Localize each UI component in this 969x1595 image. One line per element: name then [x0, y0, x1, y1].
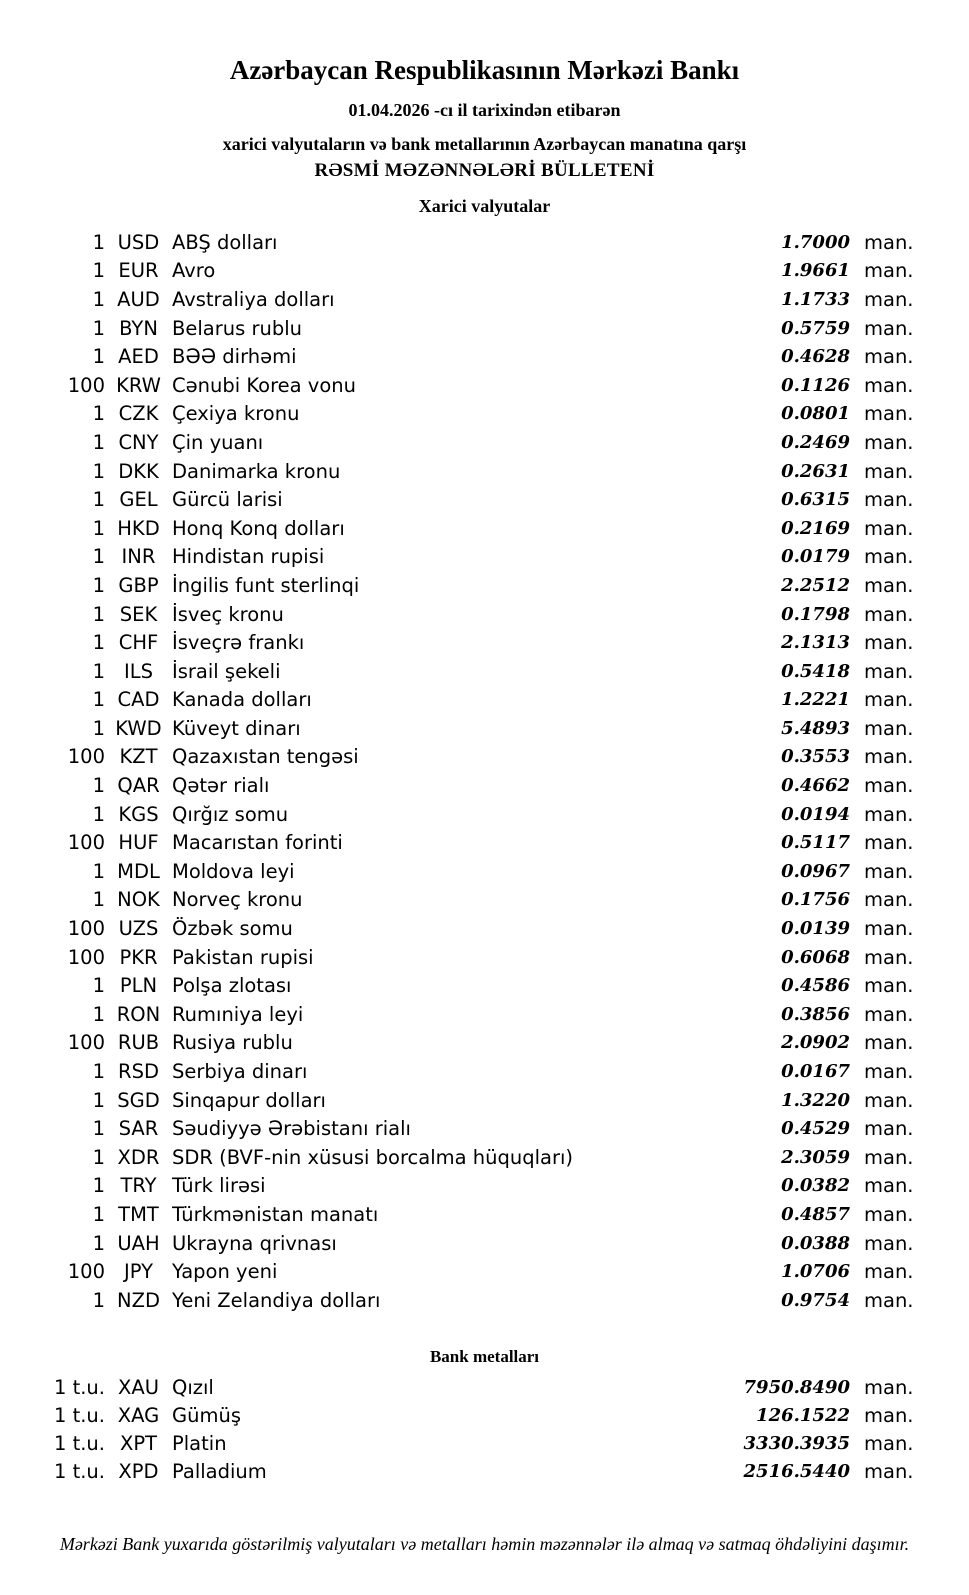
- quantity-value: 1: [92, 488, 105, 512]
- currency-name: Ukrayna qrivnası: [172, 1231, 337, 1255]
- unit-label: man.: [864, 1117, 914, 1141]
- currency-code: KGS: [118, 802, 159, 826]
- unit-label: man.: [864, 1288, 914, 1312]
- currency-code: SGD: [117, 1088, 160, 1112]
- quantity-value: 1: [92, 1060, 105, 1084]
- unit-label: man.: [864, 1202, 914, 1226]
- rate-value: 1.7000: [781, 231, 850, 253]
- quantity-value: 100: [67, 1260, 105, 1284]
- quantity-value: 100: [67, 1031, 105, 1055]
- currency-name: SDR (BVF-nin xüsusi borcalma hüquqları): [172, 1145, 574, 1169]
- currency-name: ABŞ dolları: [172, 230, 278, 254]
- rate-value: 0.2169: [781, 517, 850, 539]
- currency-code: INR: [121, 545, 156, 569]
- unit-label: man.: [864, 573, 914, 597]
- rate-row: [0, 1229, 969, 1258]
- rate-value: 2516.5440: [743, 1461, 850, 1483]
- rate-value: 1.1733: [781, 288, 850, 310]
- currency-name: Səudiyyə Ərəbistanı rialı: [172, 1117, 411, 1141]
- rate-row: [0, 1200, 969, 1229]
- currency-name: Belarus rublu: [172, 316, 303, 340]
- rate-row: [0, 1057, 969, 1086]
- quantity-value: 100: [67, 945, 105, 969]
- rate-row: [0, 1430, 969, 1458]
- currency-name: Qazaxıstan tengəsi: [172, 745, 359, 769]
- currency-name: Rumıniya leyi: [172, 1002, 304, 1026]
- currency-name: Qırğız somu: [172, 802, 289, 826]
- currency-name: Türk lirəsi: [172, 1174, 266, 1198]
- rate-row: [0, 886, 969, 915]
- rate-value: 7950.8490: [743, 1377, 850, 1399]
- currency-name: İngilis funt sterlinqi: [172, 573, 360, 597]
- unit-label: man.: [864, 1376, 914, 1400]
- unit-label: man.: [864, 430, 914, 454]
- quantity-value: 1: [92, 459, 105, 483]
- quantity-value: 100: [67, 745, 105, 769]
- currency-code: CNY: [118, 430, 159, 454]
- quantity-value: 100: [67, 831, 105, 855]
- rate-row: [0, 1172, 969, 1201]
- unit-label: man.: [864, 373, 914, 397]
- quantity-value: 1: [92, 1117, 105, 1141]
- currency-name: Türkmənistan manatı: [172, 1202, 379, 1226]
- unit-label: man.: [864, 745, 914, 769]
- unit-label: man.: [864, 831, 914, 855]
- currency-code: EUR: [118, 259, 159, 283]
- rate-row: [0, 514, 969, 543]
- rate-value: 3330.3935: [743, 1433, 850, 1455]
- rate-value: 0.0388: [781, 1232, 850, 1254]
- quantity-value: 100: [67, 373, 105, 397]
- unit-label: man.: [864, 259, 914, 283]
- subject-line: xarici valyutaların və bank metallarının Azərbaycan manatına qarşı: [222, 134, 747, 154]
- rate-row: [0, 228, 969, 257]
- quantity-value: 1: [92, 1145, 105, 1169]
- rate-value: 0.3856: [781, 1003, 850, 1025]
- quantity-value: 1: [92, 1002, 105, 1026]
- rate-row: [0, 628, 969, 657]
- rate-row: [0, 428, 969, 457]
- currency-code: KZT: [119, 745, 158, 769]
- rate-row: [0, 1114, 969, 1143]
- currency-code: NZD: [117, 1288, 160, 1312]
- currency-name: Moldova leyi: [172, 859, 295, 883]
- rate-row: [0, 257, 969, 286]
- currency-name: Qətər rialı: [172, 774, 270, 798]
- rate-row: [0, 457, 969, 486]
- quantity-value: 1: [92, 287, 105, 311]
- currency-code: JPY: [124, 1260, 153, 1284]
- rate-row: [0, 686, 969, 715]
- unit-label: man.: [864, 287, 914, 311]
- quantity-value: 1: [92, 859, 105, 883]
- currency-code: BYN: [119, 316, 158, 340]
- currency-code: PKR: [119, 945, 158, 969]
- rate-value: 0.0801: [781, 403, 850, 425]
- quantity-value: 1: [92, 659, 105, 683]
- rate-value: 0.0139: [781, 918, 850, 940]
- currency-name: Danimarka kronu: [172, 459, 341, 483]
- quantity-value: 1 t.u.: [53, 1376, 105, 1400]
- currency-name: Hindistan rupisi: [172, 545, 325, 569]
- quantity-value: 1: [92, 516, 105, 540]
- metals-table: [0, 1374, 969, 1486]
- rate-row: [0, 1458, 969, 1486]
- currency-name: Çin yuanı: [172, 430, 264, 454]
- currency-code: UZS: [118, 917, 159, 941]
- rate-value: 0.0382: [781, 1175, 850, 1197]
- rate-value: 0.2469: [781, 431, 850, 453]
- currency-code: TRY: [120, 1174, 157, 1198]
- currency-code: TMT: [118, 1202, 159, 1226]
- rate-row: [0, 914, 969, 943]
- currency-code: GBP: [118, 573, 159, 597]
- unit-label: man.: [864, 974, 914, 998]
- rate-value: 0.4857: [781, 1203, 850, 1225]
- currency-code: RUB: [117, 1031, 160, 1055]
- rate-value: 2.3059: [781, 1146, 850, 1168]
- rate-value: 0.0967: [781, 860, 850, 882]
- currency-name: Qızıl: [172, 1376, 214, 1400]
- rate-row: [0, 771, 969, 800]
- rate-value: 0.0179: [781, 546, 850, 568]
- unit-label: man.: [864, 659, 914, 683]
- rate-row: [0, 1402, 969, 1430]
- rate-value: 0.2631: [781, 460, 850, 482]
- currency-name: Pakistan rupisi: [172, 945, 314, 969]
- quantity-value: 1: [92, 602, 105, 626]
- unit-label: man.: [864, 888, 914, 912]
- currency-code: AUD: [117, 287, 160, 311]
- rate-row: [0, 828, 969, 857]
- currency-name: Palladium: [172, 1460, 267, 1484]
- currency-name: Avstraliya dolları: [172, 287, 335, 311]
- rate-row: [0, 971, 969, 1000]
- unit-label: man.: [864, 1145, 914, 1169]
- rate-value: 0.5759: [781, 317, 850, 339]
- rate-value: 5.4893: [781, 717, 850, 739]
- rate-row: [0, 1000, 969, 1029]
- currency-code: ILS: [124, 659, 153, 683]
- rate-value: 0.4628: [781, 346, 850, 368]
- rate-row: [0, 371, 969, 400]
- metals-section-title: Bank metalları: [429, 1346, 540, 1366]
- quantity-value: 1: [92, 631, 105, 655]
- quantity-value: 1 t.u.: [53, 1460, 105, 1484]
- rate-row: [0, 571, 969, 600]
- currency-name: Macarıstan forinti: [172, 831, 343, 855]
- rate-row: [0, 285, 969, 314]
- unit-label: man.: [864, 716, 914, 740]
- quantity-value: 1: [92, 259, 105, 283]
- currency-name: Cənubi Korea vonu: [172, 373, 356, 397]
- unit-label: man.: [864, 1174, 914, 1198]
- rate-row: [0, 400, 969, 429]
- rate-row: [0, 342, 969, 371]
- quantity-value: 1: [92, 345, 105, 369]
- unit-label: man.: [864, 1060, 914, 1084]
- rate-row: [0, 657, 969, 686]
- rate-value: 0.4586: [781, 975, 850, 997]
- currency-code: AED: [118, 345, 159, 369]
- currency-name: Honq Konq dolları: [172, 516, 345, 540]
- rate-value: 0.0167: [781, 1061, 850, 1083]
- unit-label: man.: [864, 1231, 914, 1255]
- quantity-value: 1: [92, 688, 105, 712]
- currency-code: GEL: [119, 488, 158, 512]
- unit-label: man.: [864, 545, 914, 569]
- unit-label: man.: [864, 774, 914, 798]
- currency-code: HKD: [117, 516, 160, 540]
- unit-label: man.: [864, 859, 914, 883]
- rate-value: 0.0194: [781, 803, 850, 825]
- rate-value: 0.4662: [781, 775, 850, 797]
- currency-name: Gürcü larisi: [172, 488, 283, 512]
- currency-name: Özbək somu: [172, 917, 293, 941]
- rate-row: [0, 1374, 969, 1402]
- currency-name: Çexiya kronu: [172, 402, 300, 426]
- quantity-value: 1: [92, 230, 105, 254]
- currency-code: RON: [116, 1002, 161, 1026]
- unit-label: man.: [864, 802, 914, 826]
- bulletin-header: [0, 0, 969, 184]
- quantity-value: 1: [92, 1231, 105, 1255]
- rate-value: 2.2512: [781, 574, 850, 596]
- rate-row: [0, 800, 969, 829]
- quantity-value: 1: [92, 573, 105, 597]
- currency-code: CZK: [118, 402, 159, 426]
- quantity-value: 1 t.u.: [53, 1432, 105, 1456]
- currency-name: BƏƏ dirhəmi: [172, 345, 297, 369]
- unit-label: man.: [864, 345, 914, 369]
- rate-row: [0, 1029, 969, 1058]
- currency-code: PLN: [119, 974, 158, 998]
- unit-label: man.: [864, 230, 914, 254]
- rate-value: 0.4529: [781, 1118, 850, 1140]
- quantity-value: 1 t.u.: [53, 1404, 105, 1428]
- quantity-value: 100: [67, 917, 105, 941]
- unit-label: man.: [864, 602, 914, 626]
- currency-name: Gümüş: [172, 1404, 241, 1428]
- currency-name: Polşa zlotası: [172, 974, 292, 998]
- currency-code: NOK: [117, 888, 160, 912]
- unit-label: man.: [864, 488, 914, 512]
- rate-value: 0.5117: [781, 832, 850, 854]
- footer-disclaimer: Mərkəzi Bank yuxarıda göstərilmiş valyutaları və metalları həmin məzənnələr ilə almaq və satmaq öhdəliyini daşımır.: [59, 1533, 910, 1554]
- currency-name: Küveyt dinarı: [172, 716, 301, 740]
- currency-code: XAG: [117, 1404, 160, 1428]
- rate-value: 1.9661: [781, 260, 850, 282]
- quantity-value: 1: [92, 402, 105, 426]
- rate-value: 0.6068: [781, 946, 850, 968]
- quantity-value: 1: [92, 1202, 105, 1226]
- rate-row: [0, 1257, 969, 1286]
- currency-name: Serbiya dinarı: [172, 1060, 308, 1084]
- currency-name: Rusiya rublu: [172, 1031, 293, 1055]
- quantity-value: 1: [92, 774, 105, 798]
- currency-name: Platin: [172, 1432, 227, 1456]
- quantity-value: 1: [92, 1088, 105, 1112]
- quantity-value: 1: [92, 888, 105, 912]
- currency-code: USD: [117, 230, 160, 254]
- rate-row: [0, 1286, 969, 1315]
- unit-label: man.: [864, 1404, 914, 1428]
- currency-name: Norveç kronu: [172, 888, 303, 912]
- currency-code: MDL: [117, 859, 160, 883]
- quantity-value: 1: [92, 716, 105, 740]
- unit-label: man.: [864, 1002, 914, 1026]
- currency-name: İsveçrə frankı: [172, 631, 305, 655]
- unit-label: man.: [864, 688, 914, 712]
- rate-value: 1.2221: [781, 689, 850, 711]
- currency-code: SEK: [119, 602, 158, 626]
- currency-code: CAD: [117, 688, 160, 712]
- rate-row: [0, 943, 969, 972]
- rate-row: [0, 314, 969, 343]
- currency-code: CHF: [118, 631, 159, 655]
- currency-code: XDR: [117, 1145, 160, 1169]
- currency-code: RSD: [118, 1060, 159, 1084]
- currency-name: İsveç kronu: [172, 602, 284, 626]
- quantity-value: 1: [92, 1174, 105, 1198]
- bulletin-title: RƏSMİ MƏZƏNNƏLƏRİ BÜLLETENİ: [314, 160, 655, 181]
- currency-code: HUF: [118, 831, 159, 855]
- unit-label: man.: [864, 1031, 914, 1055]
- unit-label: man.: [864, 516, 914, 540]
- currency-code: SAR: [118, 1117, 159, 1141]
- currency-table: [0, 228, 969, 1315]
- currency-name: Sinqapur dolları: [172, 1088, 326, 1112]
- quantity-value: 1: [92, 974, 105, 998]
- rate-value: 0.1126: [781, 374, 850, 396]
- currency-code: KWD: [115, 716, 162, 740]
- currency-name: Avro: [172, 259, 216, 283]
- currency-code: KRW: [116, 373, 161, 397]
- unit-label: man.: [864, 631, 914, 655]
- rate-row: [0, 1143, 969, 1172]
- unit-label: man.: [864, 402, 914, 426]
- quantity-value: 1: [92, 802, 105, 826]
- quantity-value: 1: [92, 430, 105, 454]
- rate-row: [0, 857, 969, 886]
- currency-name: Kanada dolları: [172, 688, 312, 712]
- currency-code: DKK: [118, 459, 159, 483]
- unit-label: man.: [864, 945, 914, 969]
- rate-value: 0.3553: [781, 746, 850, 768]
- quantity-value: 1: [92, 545, 105, 569]
- currency-name: İsrail şekeli: [172, 659, 281, 683]
- rate-row: [0, 714, 969, 743]
- unit-label: man.: [864, 1460, 914, 1484]
- unit-label: man.: [864, 316, 914, 340]
- currencies-section-title: Xarici valyutalar: [418, 196, 551, 216]
- rate-value: 1.3220: [781, 1089, 850, 1111]
- rate-value: 2.0902: [781, 1032, 850, 1054]
- currency-code: UAH: [117, 1231, 160, 1255]
- rate-value: 0.9754: [781, 1289, 850, 1311]
- quantity-value: 1: [92, 1288, 105, 1312]
- rate-row: [0, 600, 969, 629]
- rate-row: [0, 1086, 969, 1115]
- currency-code: XPD: [118, 1460, 159, 1484]
- unit-label: man.: [864, 917, 914, 941]
- rate-row: [0, 743, 969, 772]
- page-title: Azərbaycan Respublikasının Mərkəzi Bankı: [229, 55, 740, 85]
- unit-label: man.: [864, 1088, 914, 1112]
- rate-value: 1.0706: [781, 1261, 850, 1283]
- currency-name: Yapon yeni: [172, 1260, 278, 1284]
- rate-value: 126.1522: [756, 1405, 850, 1427]
- rate-row: [0, 543, 969, 572]
- unit-label: man.: [864, 1260, 914, 1284]
- rate-value: 0.1756: [781, 889, 850, 911]
- currency-name: Yeni Zelandiya dolları: [172, 1288, 381, 1312]
- rate-value: 0.1798: [781, 603, 850, 625]
- unit-label: man.: [864, 1432, 914, 1456]
- currency-code: XAU: [118, 1376, 159, 1400]
- currency-code: QAR: [117, 774, 160, 798]
- rate-row: [0, 485, 969, 514]
- rate-value: 2.1313: [781, 632, 850, 654]
- rate-value: 0.5418: [781, 660, 850, 682]
- quantity-value: 1: [92, 316, 105, 340]
- currency-code: XPT: [119, 1432, 158, 1456]
- rate-value: 0.6315: [781, 489, 850, 511]
- unit-label: man.: [864, 459, 914, 483]
- effective-date: 01.04.2026 -cı il tarixindən etibarən: [348, 100, 621, 120]
